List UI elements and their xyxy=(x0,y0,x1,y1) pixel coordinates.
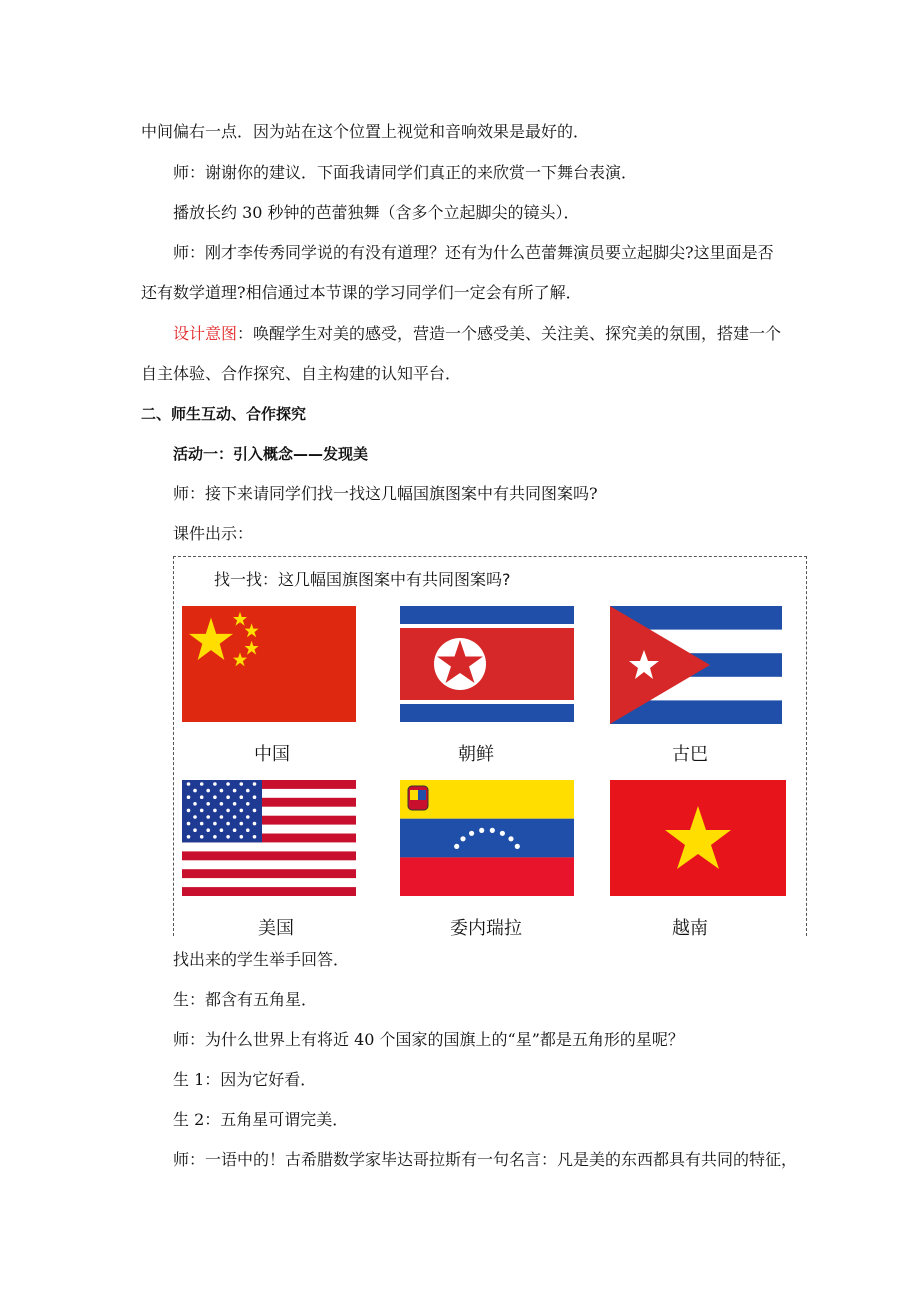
usa-star-icon xyxy=(226,782,230,786)
usa-star-icon xyxy=(200,782,204,786)
venezuela-star-icon xyxy=(460,836,465,841)
venezuela-star-icon xyxy=(508,836,513,841)
usa-star-icon xyxy=(253,809,257,813)
usa-star-icon xyxy=(240,809,244,813)
flag-caption-north-korea: 朝鲜 xyxy=(458,744,494,765)
usa-star-icon xyxy=(246,828,250,832)
paragraph-5b: 自主体验、合作探究、自主构建的认知平台． xyxy=(141,364,462,383)
usa-star-icon xyxy=(187,795,191,799)
venezuela-flag-icon xyxy=(400,780,574,896)
usa-star-icon xyxy=(253,795,257,799)
usa-star-icon xyxy=(193,828,197,832)
usa-star-icon xyxy=(193,802,197,806)
usa-star-icon xyxy=(233,789,237,793)
paragraph-11: 生 1：因为它好看． xyxy=(173,1070,317,1089)
venezuela-star-icon xyxy=(490,828,495,833)
slide-title: 找一找：这几幅国旗图案中有共同图案吗? xyxy=(214,570,511,589)
paragraph-4a: 师：刚才李传秀同学说的有没有道理？还有为什么芭蕾舞演员要立起脚尖?这里面是否 xyxy=(173,243,774,262)
usa-star-icon xyxy=(226,809,230,813)
usa-star-icon xyxy=(246,802,250,806)
usa-star-icon xyxy=(206,789,210,793)
paragraph-6: 师：接下来请同学们找一找这几幅国旗图案中有共同图案吗? xyxy=(173,484,598,503)
usa-star-icon xyxy=(233,815,237,819)
paragraph-4b: 还有数学道理?相信通过本节课的学习同学们一定会有所了解． xyxy=(141,283,582,302)
paragraph-2: 师：谢谢你的建议．下面我请同学们真正的来欣赏一下舞台表演． xyxy=(173,163,638,182)
usa-star-icon xyxy=(220,815,224,819)
activity-heading: 活动一：引入概念——发现美 xyxy=(173,445,369,463)
usa-star-icon xyxy=(206,828,210,832)
usa-star-icon xyxy=(213,782,217,786)
usa-star-icon xyxy=(187,809,191,813)
paragraph-13: 师：一语中的！古希腊数学家毕达哥拉斯有一句名言：凡是美的东西都具有共同的特征， xyxy=(173,1150,798,1169)
flag-caption-china: 中国 xyxy=(254,744,290,765)
usa-star-icon xyxy=(206,815,210,819)
usa-star-icon xyxy=(187,822,191,826)
usa-star-icon xyxy=(226,822,230,826)
usa-star-icon xyxy=(240,782,244,786)
usa-star-icon xyxy=(220,802,224,806)
usa-star-icon xyxy=(240,795,244,799)
paragraph-5a xyxy=(173,324,781,344)
usa-star-icon xyxy=(253,822,257,826)
china-flag-icon xyxy=(182,606,356,722)
usa-star-icon xyxy=(246,815,250,819)
cuba-flag-icon xyxy=(610,606,782,724)
usa-star-icon xyxy=(246,789,250,793)
usa-star-icon xyxy=(220,828,224,832)
usa-star-icon xyxy=(193,789,197,793)
venezuela-star-icon xyxy=(469,831,474,836)
north-korea-flag-icon xyxy=(400,606,574,722)
venezuela-star-icon xyxy=(500,831,505,836)
usa-star-icon xyxy=(213,795,217,799)
usa-star-icon xyxy=(200,835,204,839)
paragraph-8: 找出来的学生举手回答． xyxy=(173,950,350,969)
usa-star-icon xyxy=(233,828,237,832)
usa-star-icon xyxy=(240,822,244,826)
vietnam-flag-icon xyxy=(610,780,786,896)
usa-star-icon xyxy=(213,809,217,813)
usa-star-icon xyxy=(213,835,217,839)
usa-star-icon xyxy=(253,782,257,786)
paragraph-7: 课件出示： xyxy=(173,524,254,543)
design-intent-label: 设计意图 xyxy=(173,324,238,343)
flag-caption-venezuela: 委内瑞拉 xyxy=(450,918,522,939)
usa-star-icon xyxy=(187,782,191,786)
usa-star-icon xyxy=(226,795,230,799)
venezuela-star-icon xyxy=(454,844,459,849)
usa-star-icon xyxy=(226,835,230,839)
paragraph-1: 中间偏右一点．因为站在这个位置上视觉和音响效果是最好的． xyxy=(141,122,590,141)
usa-star-icon xyxy=(233,802,237,806)
flag-caption-vietnam: 越南 xyxy=(672,918,708,939)
paragraph-10: 师：为什么世界上有将近 40 个国家的国旗上的“星”都是五角形的星呢？ xyxy=(173,1030,684,1049)
usa-star-icon xyxy=(200,809,204,813)
paragraph-9: 生：都含有五角星． xyxy=(173,990,318,1009)
usa-star-icon xyxy=(200,795,204,799)
usa-star-icon xyxy=(213,822,217,826)
paragraph-3: 播放长约 30 秒钟的芭蕾独舞（含多个立起脚尖的镜头）． xyxy=(173,203,580,222)
usa-star-icon xyxy=(193,815,197,819)
design-intent-text: ：唤醒学生对美的感受，营造一个感受美、关注美、探究美的氛围，搭建一个 xyxy=(237,324,782,343)
usa-star-icon xyxy=(206,802,210,806)
venezuela-star-icon xyxy=(515,844,520,849)
usa-star-icon xyxy=(220,789,224,793)
section-heading: 二、师生互动、合作探究 xyxy=(141,405,307,423)
flag-caption-usa: 美国 xyxy=(258,918,294,939)
paragraph-12: 生 2：五角星可谓完美． xyxy=(173,1110,349,1129)
usa-star-icon xyxy=(253,835,257,839)
flag-caption-cuba: 古巴 xyxy=(672,744,708,765)
usa-flag-icon xyxy=(182,780,356,896)
venezuela-star-icon xyxy=(479,828,484,833)
usa-star-icon xyxy=(200,822,204,826)
usa-star-icon xyxy=(187,835,191,839)
usa-star-icon xyxy=(240,835,244,839)
